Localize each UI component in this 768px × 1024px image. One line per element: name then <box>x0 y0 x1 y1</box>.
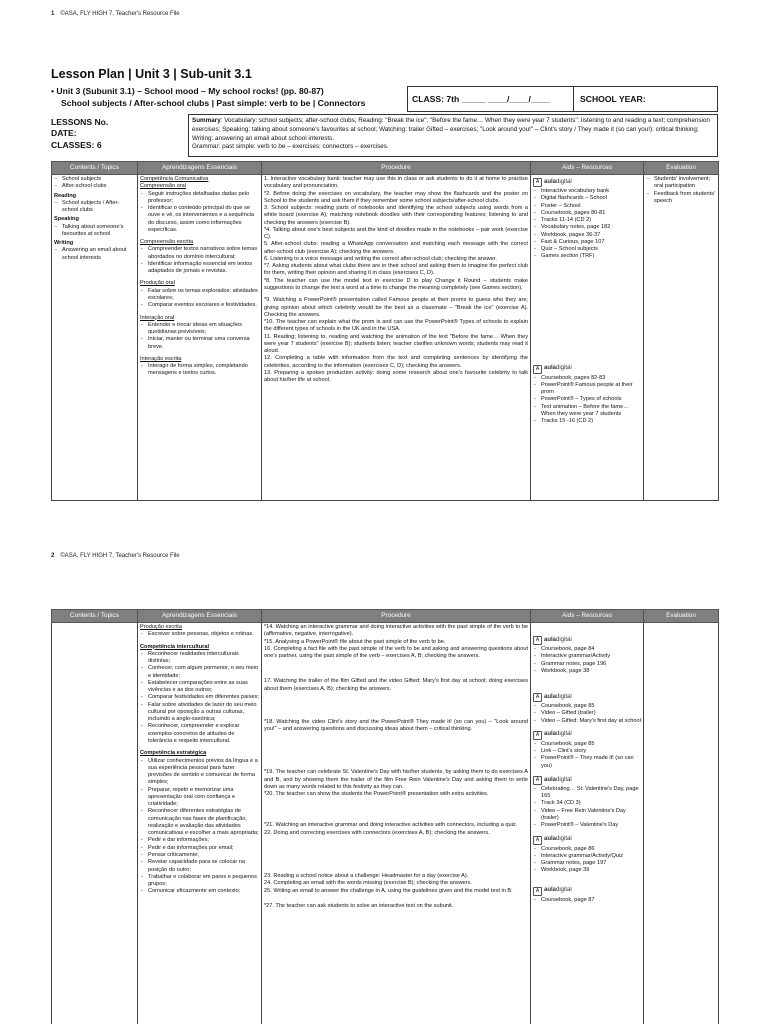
lesson-table-page-2 <box>51 609 719 1024</box>
resource-item: - Fast & Curious, page 107 <box>533 239 641 246</box>
list-item: - Identificar o conteúdo principal do que se ouve e vê, os intervenientes e a sequência do discurso, assim como informações específicas. <box>140 205 259 234</box>
resource-item: - Tracks 15 -16 (CD 2) <box>533 418 641 425</box>
section-heading: Competência Comunicativa <box>140 176 209 182</box>
summary-grammar: Grammar: past simple: verb to be – exercises; connectors – exercises. <box>192 143 389 151</box>
list-item: - Entender e trocar ideias em situações quotidianas previsíveis; <box>140 322 259 337</box>
school-year-field[interactable]: SCHOOL YEAR: <box>574 86 718 112</box>
resource-item: - Coursebook, page 84 <box>533 646 641 653</box>
list-item: - Pensar criticamente; <box>140 852 259 859</box>
bullet-list <box>140 631 259 638</box>
bullet-list <box>140 651 259 745</box>
col-header-evaluation: Evaluation <box>644 162 719 175</box>
list-item: - Escrever sobre pessoas, objetos e rotinas. <box>140 631 259 638</box>
procedure-step: 25. Writing an email to answer the challenge in A, using the guidelines given and the model text in B. <box>264 887 513 894</box>
aula-digital-icon: A <box>533 731 542 740</box>
aula-digital-label <box>544 637 572 645</box>
bullet-list <box>54 224 135 239</box>
resource-item: - Coursebook, page 87 <box>533 897 641 904</box>
list-item: - Reconhecer diferentes estratégias de comunicação nas fases de planificação, realização e avaliação das atividades comunicativas e escolher a mais apropriada; <box>140 808 259 837</box>
list-item: - Comparar festividades em diferentes países; <box>140 694 259 701</box>
resource-item: - PowerPoint® – They made it! (so can you) <box>533 755 641 770</box>
aula-digital-logo <box>533 776 641 785</box>
lesson-plan-title: Lesson Plan | Unit 3 | Sub-unit 3.1 <box>51 67 252 81</box>
aula-digital-icon: A <box>533 178 542 187</box>
list-item: - Conhecer, com algum pormenor, o seu meio e identidade; <box>140 665 259 680</box>
resource-group <box>533 887 641 904</box>
resource-item: - PowerPoint® – Types of schools <box>533 396 641 403</box>
procedure-step: *21. Watching an interactive grammar and doing interactive activities with connectors, including a quiz. <box>264 822 518 829</box>
resource-item: - Grammar notes, page 197 <box>533 860 641 867</box>
resource-item: - Video – Gifted (trailer) <box>533 710 641 717</box>
section-heading: Competência estratégica <box>140 750 207 757</box>
aula-suffix: digital <box>556 636 572 643</box>
list-item: - Pedir e dar informações; <box>140 837 259 844</box>
list-item: - School subjects <box>54 176 135 183</box>
list-item: - Talking about someone's favourites at school <box>54 224 135 239</box>
resource-item: - Interactive grammar/Activity/Quiz <box>533 853 641 860</box>
procedure-cell <box>262 623 531 1024</box>
section-heading: Competência intercultural <box>140 643 210 650</box>
resource-item: - Coursebook, page 85 <box>533 703 641 710</box>
resource-item: - Coursebook, pages 80-81 <box>533 210 641 217</box>
unit-line-2: School subjects / After-school clubs | Past simple: verb to be | Connectors <box>61 98 366 109</box>
list-item: - Reconhecer, compreender e explicar exemplos concretos de atitudes de tolerância e respeito intercultural. <box>140 723 259 745</box>
unit-block <box>51 85 407 110</box>
col-header-contents: Contents / Topics <box>52 610 138 623</box>
section-heading: Reading <box>54 192 77 199</box>
aula-digital-icon: A <box>533 887 542 896</box>
list-item: - Comunicar eficazmente em contexto; <box>140 888 259 895</box>
procedure-step: 16. Completing a fact file with the past simple of the verb to be and asking and answering questions about one's partner, using the past simple of the verb – exercises A, B; checking the answers. <box>264 645 528 660</box>
procedure-step: *2. Before doing the exercises on vocabulary, the teacher may show the flashcards and the poster on School to the students and ask them if they remember some school subjects/after-school clubs. <box>264 190 528 204</box>
aula-label: aula <box>544 693 557 700</box>
aula-label: aula <box>544 636 557 643</box>
aula-label: aula <box>544 836 557 843</box>
unit-line-1: • Unit 3 (Subunit 3.1) – School mood – My school rocks! (pp. 80-87) <box>51 86 324 96</box>
col-header-aprendizagens: Aprendizagens Essenciais <box>138 610 262 623</box>
procedure-step: 13. Preparing a spoken production activity: doing some research about one's favourite celebrity to talk about his/her life at school. <box>264 369 528 384</box>
resource-item: - Workbook, pages 36-37 <box>533 232 641 239</box>
aula-digital-logo <box>533 836 641 845</box>
classes-label: CLASSES: 6 <box>51 139 102 150</box>
list-item: - Answering an email about school interests <box>54 247 135 262</box>
resource-item: - Grammar notes, page 196 <box>533 661 641 668</box>
resource-item: - Workbook, page 39 <box>533 867 641 874</box>
resource-list <box>533 846 641 875</box>
resource-item: - Workbook, page 38 <box>533 668 641 675</box>
col-header-aids: Aids – Resources <box>531 610 644 623</box>
list-item: - School subjects / After-school clubs <box>54 200 135 215</box>
resource-item: - Interactive vocabulary bank <box>533 188 641 195</box>
aula-digital-label <box>544 836 572 844</box>
bullet-list <box>140 322 259 351</box>
col-header-contents: Contents / Topics <box>52 162 138 175</box>
procedure-step: 23. Reading a school notice about a challenge: Headmaster for a day (exercise A). <box>264 872 469 879</box>
resource-item: - Interactive grammar/Activity <box>533 653 641 660</box>
aula-suffix: digital <box>556 836 572 843</box>
bullet-list <box>140 363 259 378</box>
bullet-list <box>54 200 135 215</box>
lesson-table-page-1 <box>51 161 719 501</box>
procedure-step: 24. Completing an email with the words missing (exercise B); checking the answers. <box>264 880 472 887</box>
list-item: - Interagir de forma simples, completando mensagens e textos curtos. <box>140 363 259 378</box>
list-item: - Preparar, repetir e memorizar uma apresentação oral com confiança e criatividade; <box>140 787 259 809</box>
resource-list <box>533 375 641 426</box>
resource-item: - Coursebook, page 86 <box>533 846 641 853</box>
procedure-step: *27. The teacher can ask students to solve an interactive test on the subunit. <box>264 902 454 909</box>
list-item: - Iniciar, manter ou terminar uma conversa breve. <box>140 336 259 351</box>
resource-item: - Vocabulary notes, page 182 <box>533 224 641 231</box>
aula-digital-label <box>544 694 572 702</box>
aula-digital-logo <box>533 636 641 645</box>
date-label: DATE: <box>51 128 77 139</box>
evaluation-cell <box>644 623 719 1024</box>
col-header-aprendizagens: Aprendizagens Essenciais <box>138 162 262 175</box>
copyright-text: ©ASA, FLY HIGH 7, Teacher's Resource File <box>60 11 180 17</box>
lessons-block <box>51 117 188 157</box>
list-item: - Pedir e dar informações por email; <box>140 845 259 852</box>
lessons-no-label: LESSONS No. <box>51 117 109 127</box>
procedure-step: *4. Talking about one's best subjects and the kind of doodles made in the notebooks – pair work (exercise C). <box>264 226 528 241</box>
section-heading: Produção escrita <box>140 624 182 630</box>
procedure-step: *9. Watching a PowerPoint® presentation called Famous people at their proms to guess who they are; giving opinion about which celebrity would be the best as a classmate – "Break the ice" (exercise A). Checking the answers. <box>264 297 528 318</box>
resource-item: - Poster – School <box>533 203 641 210</box>
aula-digital-logo <box>533 731 641 740</box>
col-header-procedure: Procedure <box>262 162 531 175</box>
procedure-step: *10. The teacher can explain what the prom is and can use the PowerPoint® Types of schools to explain the different types of schools in the UK and in the USA. <box>264 319 528 333</box>
aula-digital-logo <box>533 887 641 896</box>
procedure-step: 12. Completing a table with information from the text and completing sentences by identifying the celebrities, according to the information (exercises C, D); checking the answers. <box>264 355 528 369</box>
section-heading: Interação escrita <box>140 355 182 362</box>
aula-digital-label <box>544 365 572 373</box>
bullet-list <box>140 288 259 310</box>
resource-item: - Quiz – School subjects <box>533 246 641 253</box>
section-heading: Compreensão escrita <box>140 239 194 246</box>
summary-text: : Vocabulary: school subjects; after-school clubs; Reading: "Break the ice"; "Before the fame… When they were year 7 students": listening to and reading a text; comprehension exercises; Speaking: talking about someone's favourites at school; Watching: trailer Gifted – exercises; "Look around you!" – Clint's story / They made it (so can you!): critical thinking; Writing: answering an email about school interests. <box>192 117 710 142</box>
bullet-list <box>54 176 135 191</box>
procedure-step: *15. Analysing a PowerPoint® file about the past simple of the verb to be. <box>264 638 446 645</box>
aula-label: aula <box>544 887 557 894</box>
aula-suffix: digital <box>556 887 572 894</box>
aula-digital-icon: A <box>533 836 542 845</box>
resource-item: - Games section (TRF) <box>533 253 641 260</box>
list-item: - Seguir instruções detalhadas dadas pelo professor; <box>140 191 259 206</box>
resource-item: - PowerPoint® Famous people at their prom <box>533 382 641 397</box>
resource-group <box>533 693 641 725</box>
section-heading: Interação oral <box>140 314 175 321</box>
procedure-step: 5. After-school clubs: reading a WhatsApp conversation and matching each message with the correct after-school club (exercise A); checking the answers. <box>264 241 528 255</box>
procedure-step: *7. Asking students about what clubs there are in their school and asking them to imagine the perfect club for them, writing their opinion and sharing it in class (exercises C, D). <box>264 263 528 277</box>
bullet-list <box>54 247 135 262</box>
resource-list <box>533 703 641 725</box>
list-item: - Reconhecer realidades interculturais distintas; <box>140 651 259 666</box>
contents-cell <box>52 623 138 1024</box>
resource-item: - Text animation – Before the fame… When they were year 7 students <box>533 404 641 419</box>
aula-digital-logo <box>533 693 641 702</box>
resource-item: - Video – Gifted: Mary's first day at school <box>533 718 641 725</box>
resource-group <box>533 776 641 830</box>
bullet-list <box>140 246 259 275</box>
aula-suffix: digital <box>556 731 572 738</box>
resource-item: - Celebrating… St. Valentine's Day, page 165 <box>533 786 641 801</box>
aula-digital-icon: A <box>533 776 542 785</box>
resource-item: - Track 34 (CD 3) <box>533 800 641 807</box>
aula-label: aula <box>544 365 557 372</box>
list-item: - Utilizar conhecimentos prévios da língua e a sua experiência pessoal para fazer previsões de sentido e comunicar de forma simples; <box>140 758 259 787</box>
aula-digital-icon: A <box>533 693 542 702</box>
procedure-step: 3. School subjects: reading parts of notebooks and identifying the school subjects using words from a white board (exercise A); matching notebook doodles with their corresponding features; listening to and checking the answers (exercise B). <box>264 205 528 226</box>
procedure-step: 22. Doing and correcting exercises with connectors (exercises A, B); checking the answers. <box>264 829 490 836</box>
list-item: - Compreender textos narrativos sobre temas abordados no domínio intercultural; <box>140 246 259 261</box>
resource-group <box>533 636 641 675</box>
resource-list <box>533 646 641 675</box>
resource-item: - Link – Clint's story <box>533 748 641 755</box>
evaluation-cell <box>644 175 719 501</box>
col-header-procedure: Procedure <box>262 610 531 623</box>
aula-suffix: digital <box>556 693 572 700</box>
resource-item: - Video – Free Rein Valentine's Day (trailer) <box>533 808 641 823</box>
resource-list <box>533 897 641 904</box>
procedure-step: 6. Listening to a voice message and writing the correct after-school club; checking the answer. <box>264 255 497 262</box>
contents-cell <box>52 175 138 501</box>
page-header-2 <box>51 553 180 561</box>
resource-item: - Digital flashcards – School <box>533 195 641 202</box>
procedure-step: 11. Reading; listening to, reading and watching the animation of the text "Before the fame… When they were year 7 students" (exercise B); students listen; teacher clarifies unknown words; students may read it aloud. <box>264 333 528 355</box>
procedure-step: 1. Interactive vocabulary bank: teacher may use this in class or ask students to do it at home to practise vocabulary and pronunciation. <box>264 176 528 190</box>
resource-group <box>533 731 641 770</box>
resource-item: - Coursebook, page 85 <box>533 741 641 748</box>
list-item: - Identificar informação essencial em textos adaptados de jornais e revistas. <box>140 261 259 276</box>
evaluation-item: - Students' involvement; oral participation <box>646 176 716 191</box>
list-item: - Falar sobre atividades de lazer do seu meio cultural por oposição a outras culturas, incluindo a anglo-saxónica; <box>140 702 259 724</box>
col-header-aids: Aids – Resources <box>531 162 644 175</box>
aids-cell <box>531 623 644 1024</box>
aula-suffix: digital <box>556 776 572 783</box>
bullet-list <box>140 758 259 896</box>
aula-digital-label <box>544 179 572 187</box>
aprendizagens-cell <box>138 175 262 501</box>
aula-digital-icon: A <box>533 636 542 645</box>
aula-label: aula <box>544 178 557 185</box>
page-number: 1 <box>51 11 55 17</box>
aula-suffix: digital <box>556 365 572 372</box>
aula-label: aula <box>544 776 557 783</box>
resource-group <box>533 836 641 875</box>
col-header-evaluation: Evaluation <box>644 610 719 623</box>
summary-box <box>188 114 718 157</box>
list-item: - After-school clubs <box>54 183 135 190</box>
aula-digital-label <box>544 777 572 785</box>
spacer <box>533 261 641 363</box>
list-item: - Comparar eventos escolares e festividades. <box>140 302 259 309</box>
page-number: 2 <box>51 553 55 559</box>
aula-digital-icon: A <box>533 365 542 374</box>
list-item: - Trabalhar e colaborar em pares e pequenos grupos; <box>140 874 259 889</box>
page-header-1 <box>51 11 180 19</box>
section-heading: Writing <box>54 240 74 247</box>
aids-cell <box>531 175 644 501</box>
aula-digital-logo <box>533 178 641 187</box>
resource-list <box>533 188 641 261</box>
summary-label: Summary <box>192 117 221 124</box>
aprendizagens-cell <box>138 623 262 1024</box>
procedure-cell <box>262 175 531 501</box>
procedure-step: *19. The teacher can celebrate St. Valentine's Day with his/her students, by asking them to do exercises A and B, and by showing them the trailer of the film Free Rein Valentine's Day and asking them to write down as many words related to this festivity as they can. <box>264 769 528 790</box>
section-heading: Speaking <box>54 216 79 223</box>
resource-item: - Tracks 11-14 (CD 2) <box>533 217 641 224</box>
procedure-step: 17. Watching the trailer of the film Gifted and the video Gifted: Mary's first day at school; doing exercises about them (exercises A, B); checking the answers. <box>264 678 528 692</box>
list-item: - Estabelecer comparações entre as suas vivências e as dos outros; <box>140 680 259 695</box>
aula-digital-label <box>544 887 572 895</box>
aula-digital-logo <box>533 365 641 374</box>
copyright-text: ©ASA, FLY HIGH 7, Teacher's Resource File <box>60 553 180 559</box>
section-heading: Produção oral <box>140 280 175 287</box>
list-item: - Revelar capacidade para se colocar na posição do outro; <box>140 859 259 874</box>
aula-digital-label <box>544 731 572 739</box>
procedure-step: *20. The teacher can show the students the PowerPoint® presentation with extra activities. <box>264 791 489 798</box>
resource-item: - Coursebook, pages 82-83 <box>533 375 641 382</box>
bullet-list <box>140 191 259 235</box>
evaluation-item: - Feedback from students' speech <box>646 191 716 206</box>
class-field[interactable]: CLASS: 7th _____ ____/____/____ <box>407 86 574 112</box>
procedure-step: *8. The teacher can use the model text in exercise D to play Change it Round – students make suggestions to change the text a word at a time to change the meaning completely (see Games section). <box>264 277 528 291</box>
section-heading: Compreensão oral <box>140 183 187 190</box>
procedure-step: *18. Watching the video Clint's story and the PowerPoint® They made it! (so can you) – "Look around you!" – and answering questions and discussing ideas about them – critical thinking. <box>264 718 528 733</box>
list-item: - Falar sobre os temas explorados: atividades escolares; <box>140 288 259 303</box>
aula-label: aula <box>544 731 557 738</box>
resource-item: - PowerPoint® – Valentine's Day <box>533 822 641 829</box>
aula-suffix: digital <box>556 178 572 185</box>
resource-list <box>533 741 641 770</box>
resource-list <box>533 786 641 830</box>
procedure-step: *14. Watching an interactive grammar and doing interactive activities with the past simple of the verb to be (affirmative, negative, interrogative). <box>264 624 528 638</box>
